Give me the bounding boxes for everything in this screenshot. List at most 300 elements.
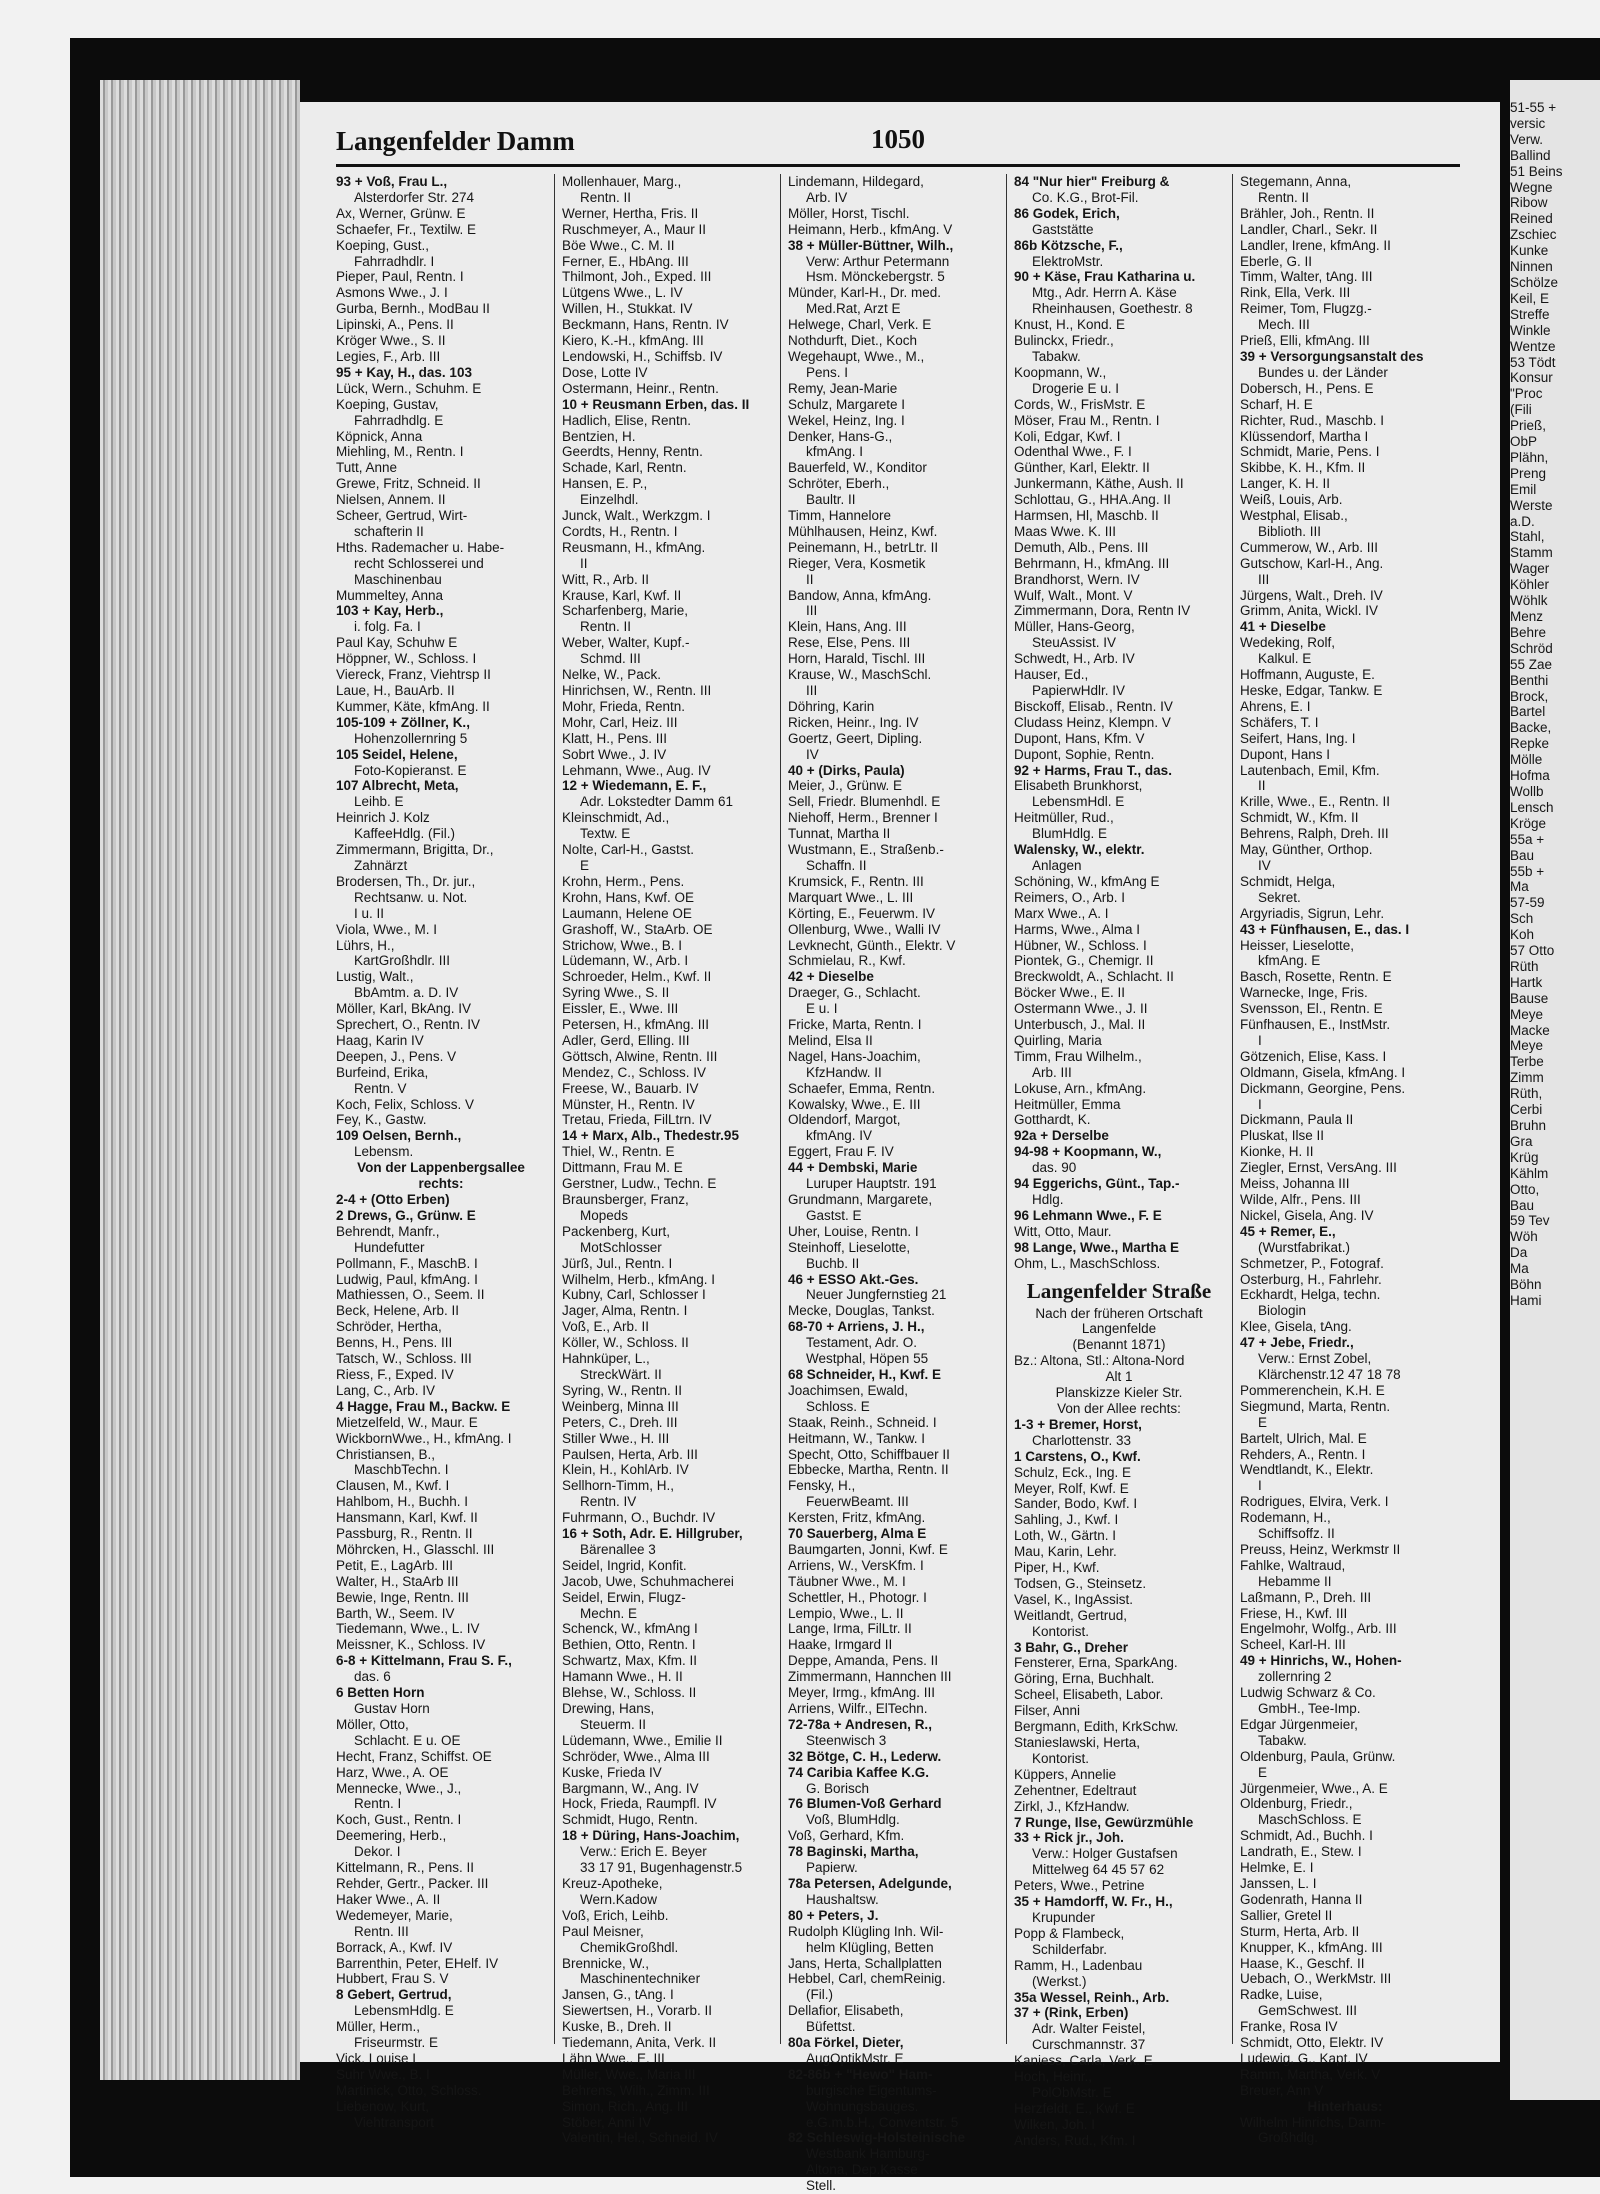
entry-continuation: Kalkul. E [1258,651,1312,667]
directory-entry: Knust, H., Kond. E [1014,317,1126,333]
directory-entry: Brennicke, W., [562,1955,650,1971]
directory-entry: 80 + Peters, J. [788,1907,879,1923]
directory-entry: Sallier, Gretel II [1240,1907,1333,1923]
directory-entry: Eberle, G. II [1240,253,1313,269]
directory-entry: Petit, E., LagArb. III [336,1557,454,1573]
directory-entry: Mietzelfeld, W., Maur. E [336,1414,478,1430]
entry-continuation: MaschSchloss. E [1258,1812,1362,1828]
directory-entry: Reimers, O., Arb. I [1014,889,1126,905]
directory-entry: Münster, H., Rentn. IV [562,1096,695,1112]
entry-continuation: Arb. IV [806,189,848,205]
fragment-line: Werste [1510,497,1553,513]
directory-entry: 2-4 + (Otto Erben) [336,1192,450,1207]
directory-entry: Behrmann, H., kfmAng. III [1014,555,1170,571]
entry-continuation: Lebensm. [354,1144,414,1160]
directory-entry: Kiero, K.-H., kfmAng. III [562,333,704,349]
directory-entry: Gutschow, Karl-H., Ang. [1240,555,1384,571]
fragment-line: Meye [1510,1006,1544,1022]
directory-entry: Hebbel, Carl, chemReinig. [788,1971,946,1987]
directory-entry: Sprechert, O., Rentn. IV [336,1017,481,1033]
directory-entry: Schmielau, R., Kwf. [788,953,906,969]
directory-entry: Möller, Otto, [336,1716,409,1732]
directory-entry: Westphal, Elisab., [1240,508,1348,524]
directory-entry: Prieß, Elli, kfmAng. III [1240,333,1370,349]
column-divider [780,174,781,2044]
directory-entry: Ludwig Schwarz & Co. [1240,1685,1376,1701]
directory-entry: Weitlandt, Gertrud, [1014,1607,1128,1623]
fragment-line: 55b + [1510,863,1545,879]
fragment-line: Macke [1510,1022,1550,1038]
directory-entry: Langenfelde [1081,1321,1157,1337]
directory-entry: Schröter, Eberh., [788,476,890,492]
directory-entry: Wilhelm Hinrichs, Darm- [1240,2114,1386,2130]
directory-entry: Fensky, H., [788,1478,856,1494]
entry-continuation: StreckWärt. II [580,1366,662,1382]
entry-continuation: LebensmHdlg. E [354,2003,454,2019]
directory-entry: Behrendt, Manfr., [336,1223,440,1239]
directory-entry: 32 Bötge, C. H., Lederw. [788,1748,942,1764]
directory-entry: 6 Betten Horn [336,1685,425,1701]
directory-entry: Lendowski, H., Schiffsb. IV [562,348,723,364]
directory-entry: Sell, Friedr. Blumenhdl. E [788,794,941,810]
directory-entry: Reimer, Tom, Flugzg.- [1240,301,1372,317]
directory-entry: Tunnat, Martha II [788,826,891,842]
directory-entry: 42 + Dieselbe [788,969,874,985]
directory-entry: Quirling, Maria [1014,1032,1102,1048]
directory-entry: 74 Caribia Kaffee K.G. [788,1764,930,1780]
directory-entry: 86 Godek, Erich, [1014,205,1120,221]
directory-entry: Cummerow, W., Arb. III [1240,539,1379,555]
directory-entry: Reusmann, H., kfmAng. [562,539,706,555]
directory-entry: Krohn, Hans, Kwf. OE [562,889,695,905]
header-rule [336,164,1460,167]
fragment-line: Kröge [1510,815,1547,831]
directory-entry: Syring Wwe., S. II [562,985,670,1001]
directory-entry: Grashoff, W., StaArb. OE [562,921,713,937]
entry-continuation: Rentn. III [354,1923,409,1939]
directory-entry: 43 + Fünfhausen, E., das. I [1240,921,1410,937]
entry-continuation: E [1258,1764,1268,1780]
next-page-fragment [1510,80,1600,2100]
directory-entry: Edgar Jürgenmeier, [1240,1716,1358,1732]
directory-entry: Rieger, Vera, Kosmetik [788,555,926,571]
directory-entry: Mendez, C., Schloss. IV [562,1064,707,1080]
entry-continuation: Einzelhdl. [580,492,639,508]
entry-continuation: I [1258,1032,1262,1048]
directory-entry: Meier, J., Grünw. E [788,778,903,794]
directory-entry: Piontek, G., Chemigr. II [1014,953,1154,969]
entry-continuation: 33 17 91, Bugenhagenstr.5 [580,1860,743,1876]
entry-continuation: Hsm. Mönckebergstr. 5 [806,269,945,285]
directory-entry: 12 + Wiedemann, E. F., [562,778,707,794]
directory-entry: Haake, Irmgard II [788,1637,893,1653]
entry-continuation: zollernring 2 [1258,1669,1332,1685]
directory-entry: Nolte, Carl-H., Gastst. [562,842,695,858]
entry-continuation: KfzHandw. II [806,1064,882,1080]
directory-entry: 84 "Nur hier" Freiburg & [1014,174,1170,189]
directory-entry: Schulz, Margarete I [788,396,906,412]
fragment-line: Hartk [1510,974,1543,990]
directory-entry: Göttsch, Alwine, Rentn. III [562,1048,718,1064]
directory-entry: 35a Wessel, Reinh., Arb. [1014,1989,1170,2005]
directory-entry: Landrath, E., Stew. I [1240,1844,1362,1860]
directory-entry: Krause, W., MaschSchl. [788,667,932,683]
directory-entry: Jansen, G., tAng. I [562,1987,674,2003]
fragment-line: Backe, [1510,720,1552,736]
directory-entry: 82-86b + "Hewo" Ham- [788,2066,933,2082]
fragment-line: Ballind [1510,147,1551,163]
entry-continuation: Gustav Horn [354,1701,430,1716]
directory-entry: Breuer, Ann V [1240,2082,1324,2098]
directory-entry: Lüdemann, W., Arb. I [562,953,689,969]
directory-entry: Oldenburg, Paula, Grünw. [1240,1748,1396,1764]
directory-entry: Dobersch, H., Pens. E [1240,380,1374,396]
fragment-line: Zschiec [1510,227,1557,243]
entry-continuation: Rentn. II [580,189,632,205]
fragment-line: Menz [1510,609,1544,624]
directory-entry: Zimmermann, Dora, Rentn IV [1014,603,1191,619]
directory-entry: 1 Carstens, O., Kwf. [1014,1448,1141,1464]
entry-continuation: Fahrradhdlg. E [354,412,444,428]
fragment-line: Ma [1510,1261,1529,1277]
fragment-line: Mölle [1510,752,1543,768]
entry-continuation: I [1258,1478,1262,1494]
directory-entry: Gotthardt, K. [1014,1112,1091,1128]
directory-entry: Bisckoff, Elisab., Rentn. IV [1014,698,1173,714]
directory-entry: Eissler, E., Wwe. III [562,1001,679,1017]
fragment-line: Lensch [1510,799,1554,815]
entry-continuation: Gastst. E [806,1207,862,1223]
entry-continuation: MotSchlosser [580,1239,662,1255]
directory-entry: Weiß, Louis, Arb. [1240,492,1343,508]
directory-entry: Alt 1 [1105,1369,1133,1385]
directory-entry: Köpnick, Anna [336,428,423,444]
directory-entry: Jacob, Uwe, Schuhmacherei [562,1573,734,1589]
book-page-edges [100,80,300,2080]
entry-continuation: FeuerwBeamt. III [806,1494,909,1510]
directory-entry: Haker Wwe., A. II [336,1891,441,1907]
entry-continuation: II [580,555,588,571]
directory-entry: Müller, Wwe., Maria III [562,2066,696,2082]
fragment-line: Zimm [1510,1070,1544,1086]
directory-entry: Ostermann Wwe., J. II [1014,1001,1148,1017]
directory-entry: Arriens, Wilfr., ElTechn. [788,1701,928,1716]
fragment-line: Emil [1510,481,1537,497]
entry-continuation: Foto-Kopieranst. E [354,762,467,778]
directory-entry: Schmidt, W., Kfm. II [1240,810,1359,826]
directory-entry: Thilmont, Joh., Exped. III [562,269,712,285]
fragment-line: 57 Otto [1510,943,1555,959]
directory-entry: Ramm, H., Ladenbau [1014,1957,1143,1973]
directory-entry: 14 + Marx, Alb., Thedestr.95 [562,1128,739,1144]
directory-entry: Hamann Wwe., H. II [562,1669,683,1685]
entry-continuation: Alsterdorfer Str. 274 [354,189,475,205]
directory-entry: 1-3 + Bremer, Horst, [1014,1416,1142,1432]
entry-continuation: kfmAng. E [1258,953,1321,969]
directory-entry: Kuske, Frieda IV [562,1764,662,1780]
directory-entry: Legies, F., Arb. III [336,348,441,364]
address-column [336,174,546,2130]
fragment-line: Wollb [1510,783,1544,799]
directory-entry: Müller, Hans-Georg, [1014,619,1135,635]
directory-entry: Skibbe, K. H., Kfm. II [1240,460,1366,476]
directory-entry: Schenck, W., kfmAng I [562,1621,698,1637]
directory-entry: Paul Meisner, [562,1923,644,1939]
directory-entry: Osterburg, H., Fahrlehr. [1240,1271,1382,1287]
directory-entry: Kreuz-Apotheke, [562,1875,663,1891]
directory-entry: Miehling, M., Rentn. I [336,444,464,460]
directory-entry: Cludass Heinz, Klempn. V [1014,714,1171,730]
entry-continuation: Biblioth. III [1258,523,1322,539]
directory-entry: Höppner, W., Schloss. I [336,651,477,667]
directory-entry: 16 + Soth, Adr. E. Hillgruber, [562,1526,743,1542]
directory-entry: 10 + Reusmann Erben, das. II [562,396,750,412]
directory-entry: Sturm, Herta, Arb. II [1240,1923,1360,1939]
directory-entry: Willen, H., Stukkat. IV [562,301,693,317]
directory-entry: Rodemann, H., [1240,1510,1331,1526]
directory-entry: Lüdemann, Wwe., Emilie II [562,1732,723,1748]
directory-entry: Scheer, Gertrud, Wirt- [336,508,468,524]
directory-entry: Helwege, Charl, Verk. E [788,317,932,333]
directory-entry: Viola, Wwe., M. I [336,921,438,937]
directory-entry: Mollenhauer, Marg., [562,174,682,189]
directory-entry: Argyriadis, Sigrun, Lehr. [1240,905,1385,921]
directory-entry: Deemering, Herb., [336,1828,447,1844]
entry-continuation: kfmAng. I [806,444,864,460]
address-column [1240,174,1450,2146]
directory-entry: Schmidt, Ad., Buchh. I [1240,1828,1373,1844]
directory-entry: Horn, Harald, Tischl. III [788,651,926,667]
entry-continuation: Büfettst. [806,2019,856,2035]
fragment-line: Ribow [1510,195,1548,211]
entry-continuation: kfmAng. IV [806,1128,873,1144]
entry-continuation: GmbH., Tee-Imp. [1258,1701,1361,1716]
entry-continuation: G. Borisch [806,1780,870,1796]
fragment-line: Streffe [1510,306,1550,322]
entry-continuation: Westphal, Höpen 55 [806,1351,929,1367]
fragment-line: Konsur [1510,370,1553,386]
directory-entry: Richter, Rud., Maschb. I [1240,412,1385,428]
fragment-line: 57-59 [1510,895,1545,911]
directory-entry: Lück, Wern., Schuhm. E [336,380,482,396]
directory-entry: Staak, Reinh., Schneid. I [788,1414,937,1430]
entry-continuation: Mech. III [1258,317,1310,333]
entry-continuation: Mtg., Adr. Herrn A. Käse [1032,285,1177,301]
directory-entry: Heitmüller, Rud., [1014,810,1114,826]
directory-entry: Pollmann, F., MaschB. I [336,1255,478,1271]
entry-continuation: Adr. Lokstedter Damm 61 [580,794,734,810]
directory-entry: Stöber, Anni IV [562,2114,652,2130]
directory-entry: Böe Wwe., C. M. II [562,237,675,253]
directory-entry: Drewing, Hans, [562,1701,655,1716]
directory-entry: 105-109 + Zöllner, K., [336,714,470,730]
directory-entry: Krohn, Herm., Pens. [562,873,685,889]
entry-continuation: KartGroßhdlr. III [354,953,451,969]
directory-entry: 3 Bahr, G., Dreher [1014,1639,1129,1655]
directory-entry: Passburg, R., Rentn. II [336,1526,473,1542]
directory-entry: 68-70 + Arriens, J. H., [788,1319,925,1335]
directory-entry: Meyer, Irmg., kfmAng. III [788,1685,936,1701]
directory-entry: Jürß, Jul., Rentn. I [562,1255,673,1271]
directory-entry: Godenrath, Hanna II [1240,1891,1363,1907]
directory-entry: Koch, Felix, Schloss. V [336,1096,475,1112]
street-title: Langenfelder Damm [336,126,575,156]
directory-entry: Kittelmann, R., Pens. II [336,1860,475,1876]
fragment-line: Bruhn [1510,1118,1547,1133]
directory-entry: Nickel, Gisela, Ang. IV [1240,1207,1374,1223]
entry-continuation: II [806,571,814,587]
directory-entry: Behrens, Ralph, Dreh. III [1240,826,1389,842]
entry-continuation: I u. II [354,905,385,921]
directory-entry: Strichow, Wwe., B. I [562,937,683,953]
entry-continuation: Co. K.G., Brot-Fil. [1032,189,1139,205]
directory-entry: Brähler, Joh., Rentn. II [1240,205,1375,221]
fragment-line: Verw. [1510,131,1544,147]
directory-entry: Zehentner, Edeltraut [1014,1782,1137,1798]
directory-entry: Freese, W., Bauarb. IV [562,1080,699,1096]
fragment-line: Wager [1510,561,1550,577]
directory-entry: Scharfenberg, Marie, [562,603,689,619]
directory-entry: Hahlbom, H., Buchh. I [336,1494,469,1510]
fragment-line: Ma [1510,879,1529,895]
directory-entry: Knupper, K., kfmAng. III [1240,1939,1383,1955]
column-divider [554,174,555,2044]
directory-entry: Cords, W., FrisMstr. E [1014,396,1146,412]
directory-entry: Harms, Wwe., Alma I [1014,921,1141,937]
directory-entry: Nothdurft, Diet., Koch [788,333,918,349]
directory-entry: Bewie, Inge, Rentn. III [336,1589,469,1605]
fragment-line: Prieß, [1510,418,1547,434]
fragment-line: Hami [1510,1292,1542,1308]
directory-entry: Voß, Gerhard, Kfm. [788,1828,905,1844]
entry-continuation: Sekret. [1258,889,1301,905]
directory-entry: Dose, Lotte IV [562,364,648,380]
directory-entry: Suhr Wwe., B. I [336,2066,430,2082]
entry-continuation: Bärenallee 3 [580,1541,656,1557]
fragment-line: Rüth [1510,958,1539,974]
directory-entry: Marquart Wwe., L. III [788,889,914,905]
fragment-line: 55a + [1510,831,1545,847]
entry-continuation: recht Schlosserei und [354,555,484,571]
directory-entry: 68 Schneider, H., Kwf. E [788,1366,942,1382]
directory-entry: Joachimsen, Ewald, [788,1382,909,1398]
entry-continuation: AugOptikMstr. E [806,2050,904,2066]
directory-entry: Viereck, Franz, Viehtrsp II [336,667,491,683]
directory-entry: Schulz, Eck., Ing. E [1014,1464,1132,1480]
entry-continuation: Zahnärzt [354,857,408,873]
entry-continuation: BbAmtm. a. D. IV [354,985,459,1001]
entry-continuation: Rechtsanw. u. Not. [354,889,468,905]
entry-continuation: PapierwHdlr. IV [1032,683,1126,698]
entry-continuation: Maschinentechniker [580,1971,701,1987]
directory-entry: Krumsick, F., Rentn. III [788,873,924,889]
directory-entry: Lütgens Wwe., L. IV [562,285,683,301]
directory-entry: Remy, Jean-Marie [788,380,898,396]
directory-entry: 7 Runge, Ilse, Gewürzmühle [1014,1814,1194,1830]
directory-entry: Rink, Ella, Verk. III [1240,285,1351,301]
directory-entry: Deppe, Amanda, Pens. II [788,1653,939,1669]
directory-entry: Planskizze Kieler Str. [1055,1385,1183,1401]
directory-entry: Schröder, Hertha, [336,1319,442,1335]
entry-continuation: Verw.: Ernst Zobel, [1258,1351,1372,1367]
directory-entry: Täubner Wwe., M. I [788,1573,906,1589]
directory-entry: Thiel, W., Rentn. E [562,1144,675,1160]
fragment-line: Wöhlk [1510,593,1548,609]
directory-entry: 107 Albrecht, Meta, [336,778,459,794]
directory-entry: Timm, Hannelore [788,508,892,524]
directory-entry: Kleinschmidt, Ad., [562,810,670,826]
directory-entry: Tretau, Frieda, FilLtrn. IV [562,1112,712,1128]
directory-entry: Franke, Rosa IV [1240,2019,1338,2035]
directory-entry: Bz.: Altona, Stl.: Altona-Nord [1014,1353,1185,1369]
directory-entry: Lempio, Wwe., L. II [788,1605,904,1621]
directory-entry: 94-98 + Koopmann, W., [1014,1144,1162,1160]
fragment-line: Stamm [1510,545,1553,561]
directory-entry: Benns, H., Pens. III [336,1335,453,1351]
fragment-line: Böhn [1510,1277,1542,1293]
directory-entry: Sobrt Wwe., J. IV [562,746,667,762]
entry-continuation: Curschmannstr. 37 [1032,2037,1146,2053]
entry-continuation: KaffeeHdlg. (Fil.) [354,826,456,842]
entry-continuation: Anlagen [1032,857,1082,873]
entry-continuation: Mopeds [580,1207,629,1223]
directory-entry: Ludewig, G., Kapt. IV [1240,2050,1368,2066]
directory-entry: Rese, Else, Pens. III [788,635,911,651]
fragment-line: ObP [1510,434,1538,450]
entry-continuation: Rentn. V [354,1080,407,1096]
directory-entry: Jager, Alma, Rentn. I [562,1303,688,1319]
entry-continuation: Verw.: Holger Gustafsen [1032,1846,1178,1862]
directory-entry: Klüssendorf, Martha I [1240,428,1369,444]
fragment-line: (Fili [1510,402,1532,418]
directory-entry: Fricke, Marta, Rentn. I [788,1017,922,1033]
directory-entry: Möhrcken, H., Glasschl. III [336,1541,495,1557]
directory-entry: 41 + Dieselbe [1240,619,1326,635]
directory-entry: Engelmohr, Wolfg., Arb. III [1240,1621,1397,1637]
directory-entry: Schmidt, Hugo, Rentn. [562,1812,698,1828]
directory-entry: 39 + Versorgungsanstalt des [1240,348,1424,364]
directory-entry: Popp & Flambeck, [1014,1925,1125,1941]
directory-entry: Dellafior, Elisabeth, [788,2003,904,2019]
entry-continuation: Baultr. II [806,492,856,508]
directory-entry: Wustmann, E., Straßenb.- [788,842,944,858]
entry-continuation: Rentn. IV [580,1494,637,1510]
directory-entry: Wilde, Alfr., Pens. III [1240,1192,1361,1207]
directory-entry: 103 + Kay, Herb., [336,603,444,619]
directory-entry: Krause, Karl, Kwf. II [562,587,682,603]
directory-entry: Nelke, W., Pack. [562,667,662,683]
directory-entry: Rudolph Klügling Inh. Wil- [788,1923,944,1939]
entry-continuation: Steuerm. II [580,1716,647,1732]
directory-entry: Uher, Louise, Rentn. I [788,1223,919,1239]
directory-entry: 80a Förkel, Dieter, [788,2035,904,2051]
directory-entry: 72-78a + Andresen, R., [788,1716,932,1732]
directory-entry: Heisser, Lieselotte, [1240,937,1355,953]
directory-entry: 98 Lange, Wwe., Martha E [1014,1239,1180,1255]
entry-continuation: i. folg. Fa. I [354,619,421,635]
directory-entry: Laßmann, P., Dreh. III [1240,1589,1372,1605]
directory-entry: Schaefer, Emma, Rentn. [788,1080,936,1096]
directory-entry: Mecke, Douglas, Tankst. [788,1303,935,1319]
entry-continuation: Hundefutter [354,1239,425,1255]
directory-entry: Wedeking, Rolf, [1240,635,1336,651]
directory-entry: Schwartz, Max, Kfm. II [562,1653,698,1669]
directory-entry: Mau, Karin, Lehr. [1014,1544,1117,1560]
entry-continuation: Friseurmstr. E [354,2035,439,2051]
directory-entry: Heimann, Herb., kfmAng. V [788,221,953,237]
directory-entry: Heinrich J. Kolz [336,810,430,826]
entry-continuation: Gaststätte [1032,221,1094,237]
